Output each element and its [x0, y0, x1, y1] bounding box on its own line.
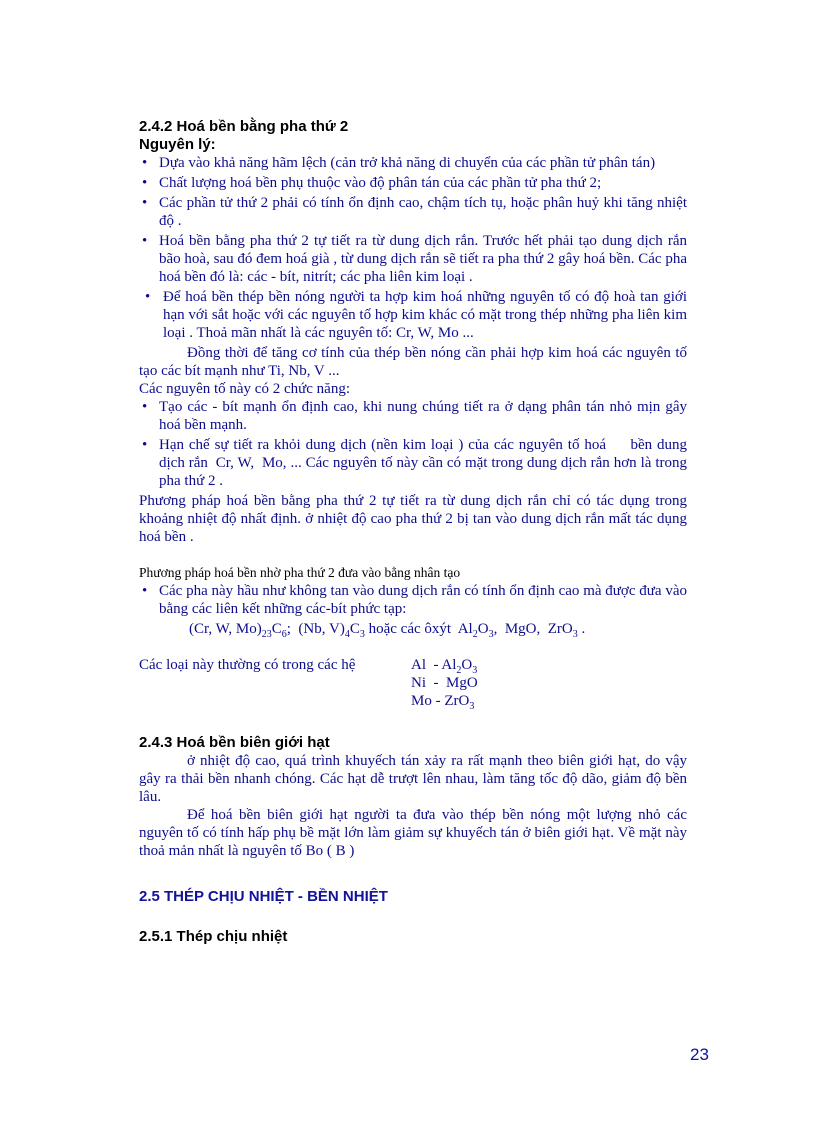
list-item: • Chất lượng hoá bền phụ thuộc vào độ phân tán của các phần tử pha thứ 2;	[142, 175, 602, 191]
page-content	[139, 112, 691, 946]
bullet-icon: •	[142, 155, 148, 171]
list-item: • Tạo các - bít mạnh ổn định cao, khi nung chúng tiết ra ở dạng phân tán nhỏ mịn gây hoá bền mạnh.	[142, 399, 687, 433]
system-al: Al - $Al_2O_3$	[411, 657, 478, 676]
section-2-4-3-heading: 2.4.3 Hoá bền biên giới hạt	[139, 734, 330, 751]
systems-label: Các loại này thường có trong các hệ	[139, 657, 356, 673]
list-item: • Hạn chế sự tiết ra khỏi dung dịch (nền kim loại ) của các nguyên tố hoá bền dung dịch rắn Cr, W, Mo, ... Các nguyên tố này cần có mặt trong dung dịch rắn hơn là trong pha thứ 2 .	[142, 437, 691, 489]
carbide-formula: (Cr, W, $Mo)_{23}C_6$; (Nb, $V)_4C_3$ hoặc các ôxýt $Al_2O_3$, MgO, ZrO$_3$ .	[189, 621, 586, 640]
system-ni: Ni - MgO	[411, 675, 478, 691]
principle-label: Nguyên lý:	[139, 136, 216, 153]
systems-list	[411, 656, 478, 710]
systems-block	[139, 656, 687, 710]
bullet-icon: •	[142, 437, 148, 453]
list-item: • Các phần tử thứ 2 phải có tính ổn định cao, chậm tích tụ, hoặc phân huỷ khi tăng nhiệt độ .	[142, 195, 687, 229]
grain-boundary-paragraph-1: ở nhiệt độ cao, quá trình khuyếch tán xảy ra rất mạnh theo biên giới hạt, do vậy gây ra thải bền nhanh chóng. Các hạt dễ trượt lên nhau, làm tăng tốc độ dão, giảm độ bền lâu.	[139, 753, 687, 805]
bullet-icon: •	[145, 289, 151, 305]
system-mo: Mo - ZrO$_3$	[411, 693, 475, 712]
bullet-icon: •	[142, 583, 148, 599]
list-item: • Hoá bền bằng pha thứ 2 tự tiết ra từ dung dịch rắn. Trước hết phải tạo dung dịch rắn bão hoà, sau đó đem hoá già , từ dung dịch rắn sẽ tiết ra pha thứ 2 gây hoá bền. Các pha hoá bền đó là: các - bít, nitrít; các pha liên kim loại .	[142, 233, 687, 285]
list-item: • Để hoá bền thép bền nóng người ta hợp kim hoá những nguyên tố có độ hoà tan giới hạn với sắt hoặc với các nguyên tố hợp kim khác có mặt trong thép những pha liên kim loại . Thoả mãn nhất là các nguyên tố: Cr, W, Mo ...	[145, 289, 687, 341]
functions-list	[139, 398, 691, 490]
bullet-icon: •	[142, 233, 148, 249]
list-item: • Dựa vào khả năng hãm lệch (cản trở khả năng di chuyển của các phần tử phân tán)	[142, 155, 656, 171]
functions-intro: Các nguyên tố này có 2 chức năng:	[139, 381, 350, 397]
artificial-list	[139, 582, 687, 618]
principle-list	[139, 154, 687, 342]
artificial-method-title: Phương pháp hoá bền nhờ pha thứ 2 đưa vào bằng nhân tạo	[139, 565, 461, 580]
bullet-icon: •	[142, 399, 148, 415]
page-number: 23	[690, 1045, 709, 1064]
section-2-5-heading: 2.5 THÉP CHỊU NHIỆT - BỀN NHIỆT	[139, 888, 388, 905]
bullet-icon: •	[142, 175, 148, 191]
paragraph-simultaneous: Đồng thời để tăng cơ tính của thép bền nóng cần phải hợp kim hoá các nguyên tố tạo các bít mạnh như Ti, Nb, V ...	[139, 345, 687, 379]
method-paragraph: Phương pháp hoá bền bằng pha thứ 2 tự tiết ra từ dung dịch rắn chỉ có tác dụng trong khoảng nhiệt độ nhất định. ở nhiệt độ cao pha thứ 2 bị tan vào dung dịch rắn mất tác dụng hoá bền .	[139, 493, 687, 545]
grain-boundary-paragraph-2: Để hoá bền biên giới hạt người ta đưa vào thép bền nóng một lượng nhỏ các nguyên tố có tính hấp phụ bề mặt lớn làm giảm sự khuyếch tán ở biên giới hạt. Về mặt này thoả mản nhất là nguyên tố Bo ( B )	[139, 807, 687, 859]
section-2-5-1-heading: 2.5.1 Thép chịu nhiệt	[139, 928, 288, 945]
section-2-4-2-heading: 2.4.2 Hoá bền bằng pha thứ 2	[139, 118, 349, 135]
bullet-icon: •	[142, 195, 148, 211]
list-item: • Các pha này hầu như không tan vào dung dịch rắn có tính ổn định cao mà được đưa vào bằng các liên kết những các-bít phức tạp:	[142, 583, 687, 617]
